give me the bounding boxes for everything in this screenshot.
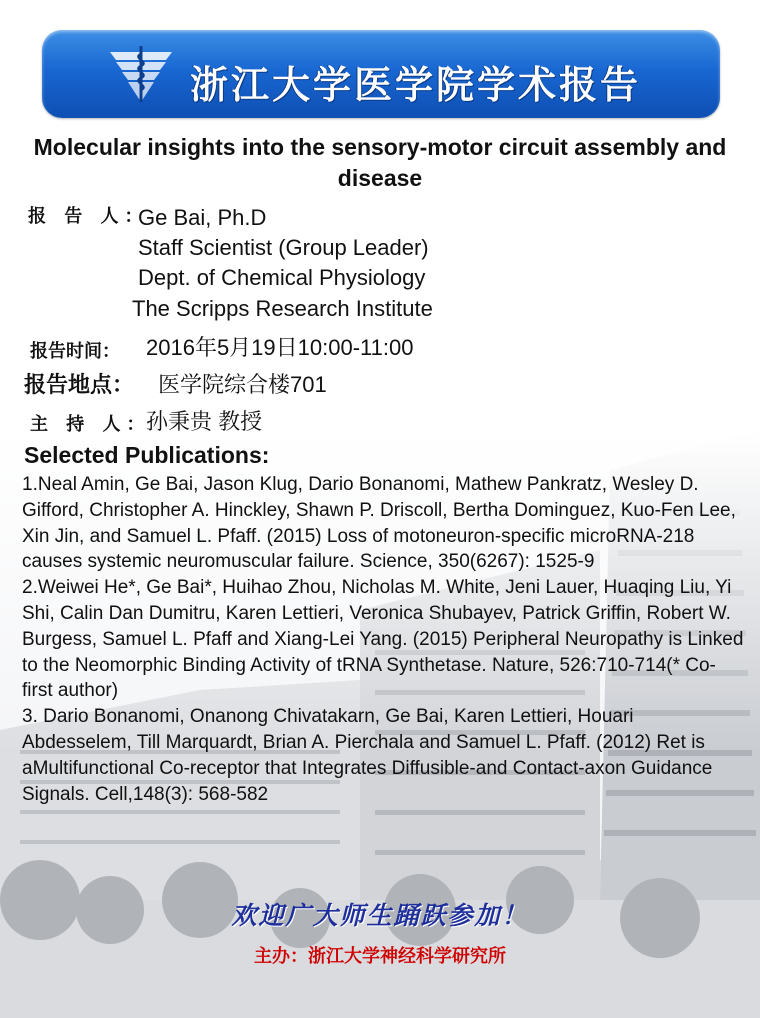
banner-title: 浙江大学医学院学术报告 — [190, 63, 642, 107]
publication-item: 1.Neal Amin, Ge Bai, Jason Klug, Dario Bonanomi, Mathew Pankratz, Wesley D. Gifford, Christopher A. Hinckley, Shawn P. Driscoll, Bertha Dominguez, Kuo-Fen Lee, Xin Jin, and Samuel L. Pfaff. (2015) Loss of motoneuron-specific microRNA-218 causes systemic neuromuscular failure. Science, 350(6267): 1525-9 — [22, 474, 736, 573]
organizer-line: 主办：浙江大学神经科学研究所 — [254, 946, 506, 967]
time-value: 2016年5月19日10:00-11:00 — [146, 335, 414, 360]
publications-heading: Selected Publications: — [24, 442, 270, 468]
speaker-position: Staff Scientist (Group Leader) — [138, 235, 429, 260]
host-value: 孙秉贵 教授 — [146, 409, 263, 434]
place-value: 医学院综合楼701 — [158, 372, 327, 397]
speaker-name: Ge Bai, Ph.D — [138, 205, 267, 230]
publication-item: 3. Dario Bonanomi, Onanong Chivatakarn, Ge Bai, Karen Lettieri, Houari Abdesselem, Till Marquardt, Brian A. Pierchala and Samuel L. Pfaff. (2012) Ret is aMultifunctional Co-receptor that Integrates Diffusible-and Contact-axon Guidance Signals. Cell,148(3): 568-582 — [22, 706, 713, 805]
time-label: 报告时间： — [30, 341, 120, 362]
publications-list — [22, 472, 744, 807]
talk-title: Molecular insights into the sensory-motor circuit assembly and disease — [33, 134, 727, 191]
publication-item: 2.Weiwei He*, Ge Bai*, Huihao Zhou, Nicholas M. White, Jeni Lauer, Huaqing Liu, Yi Shi, Calin Dan Dumitru, Karen Lettieri, Veronica Shubayev, Patrick Griffin, Robert W. Burgess, Samuel L. Pfaff and Xiang-Lei Yang. (2015) Peripheral Neuropathy is Linked to the Neomorphic Binding Activity of tRNA Synthetase. Nature, 526:710-714(* Co-first author) — [22, 577, 744, 702]
speaker-label: 报 告 人： — [28, 206, 149, 227]
header-banner — [42, 30, 720, 118]
speaker-department: Dept. of Chemical Physiology — [138, 265, 426, 290]
welcome-slogan: 欢迎广大师生踊跃参加！ — [231, 901, 529, 930]
host-label: 主 持 人： — [30, 414, 151, 435]
place-label: 报告地点： — [24, 372, 135, 398]
speaker-institute: The Scripps Research Institute — [132, 296, 433, 321]
medical-school-logo-icon — [108, 44, 174, 106]
